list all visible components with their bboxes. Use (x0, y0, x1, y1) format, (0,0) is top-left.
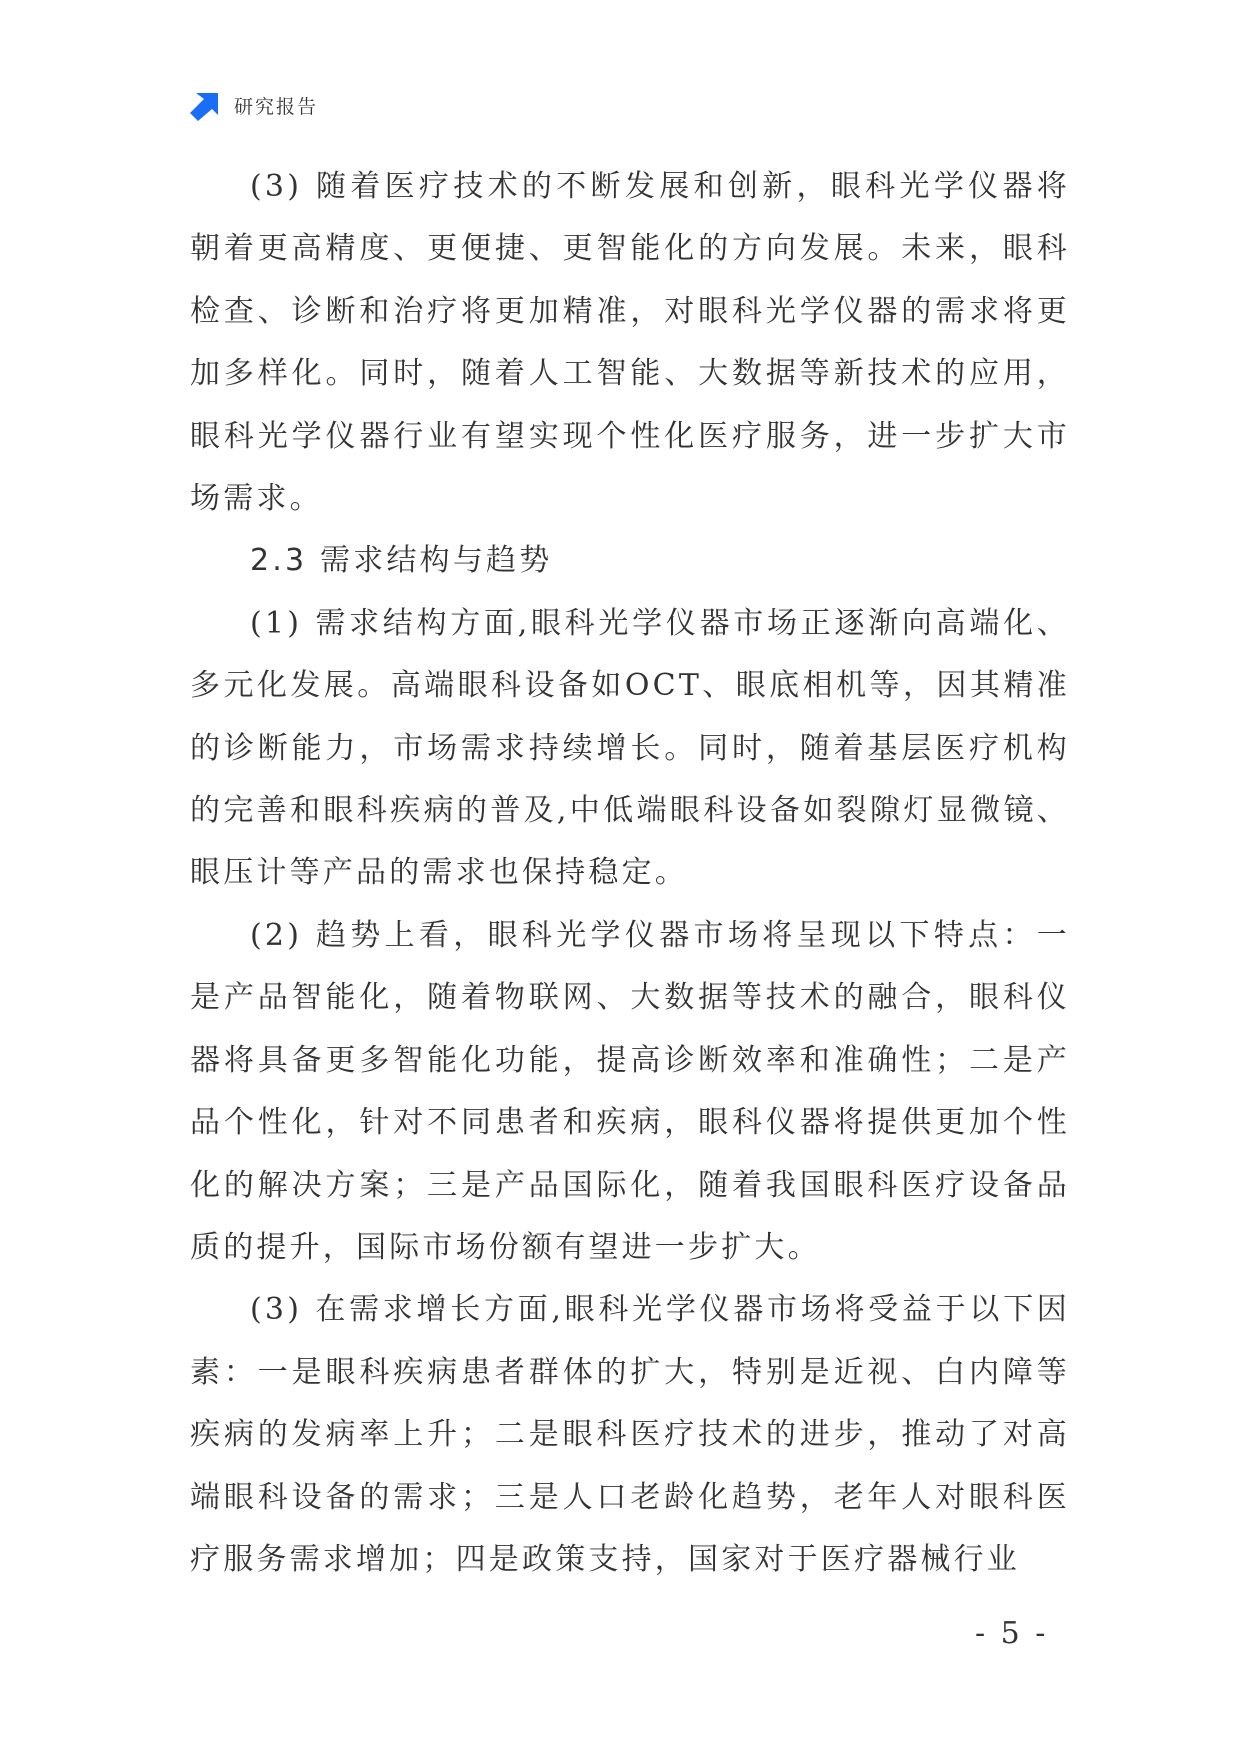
paragraph-demand-growth: (3) 在需求增长方面,眼科光学仪器市场将受益于以下因素：一是眼科疾病患者群体的扩大，特别是近视、白内障等疾病的发病率上升；二是眼科医疗技术的进步，推动了对高端眼科设备的需求；三是人口老龄化趋势，老年人对眼科医疗服务需求增加；四是政策支持，国家对于医疗器械行业 (190, 1292, 1070, 1577)
paragraph-demand-structure: (1) 需求结构方面,眼科光学仪器市场正逐渐向高端化、多元化发展。高端眼科设备如OCT、眼底相机等，因其精准的诊断能力，市场需求持续增长。同时，随着基层医疗机构的完善和眼科疾病的普及,中低端眼科设备如裂隙灯显微镜、眼压计等产品的需求也保持稳定。 (190, 605, 1070, 891)
paragraph-trends: (2) 趋势上看，眼科光学仪器市场将呈现以下特点：一是产品智能化，随着物联网、大数据等技术的融合，眼科仪器将具备更多智能化功能，提高诊断效率和准确性；二是产品个性化，针对不同患者和疾病，眼科仪器将提供更加个性化的解决方案；三是产品国际化，随着我国眼科医疗设备品质的提升，国际市场份额有望进一步扩大。 (190, 917, 1070, 1265)
document-body (190, 156, 1070, 1591)
section-heading: 2.3 需求结构与趋势 (250, 543, 553, 579)
paragraph-tech-development: (3) 随着医疗技术的不断发展和创新，眼科光学仪器将朝着更高精度、更便捷、更智能化的方向发展。未来，眼科检查、诊断和治疗将更加精准，对眼科光学仪器的需求将更加多样化。同时，随着人工智能、大数据等新技术的应用，眼科光学仪器行业有望实现个性化医疗服务，进一步扩大市场需求。 (190, 169, 1070, 517)
arrow-up-right-icon (190, 89, 222, 121)
page-number: - 5 - (975, 1616, 1049, 1651)
report-header (190, 88, 318, 122)
header-title: 研究报告 (234, 95, 319, 118)
